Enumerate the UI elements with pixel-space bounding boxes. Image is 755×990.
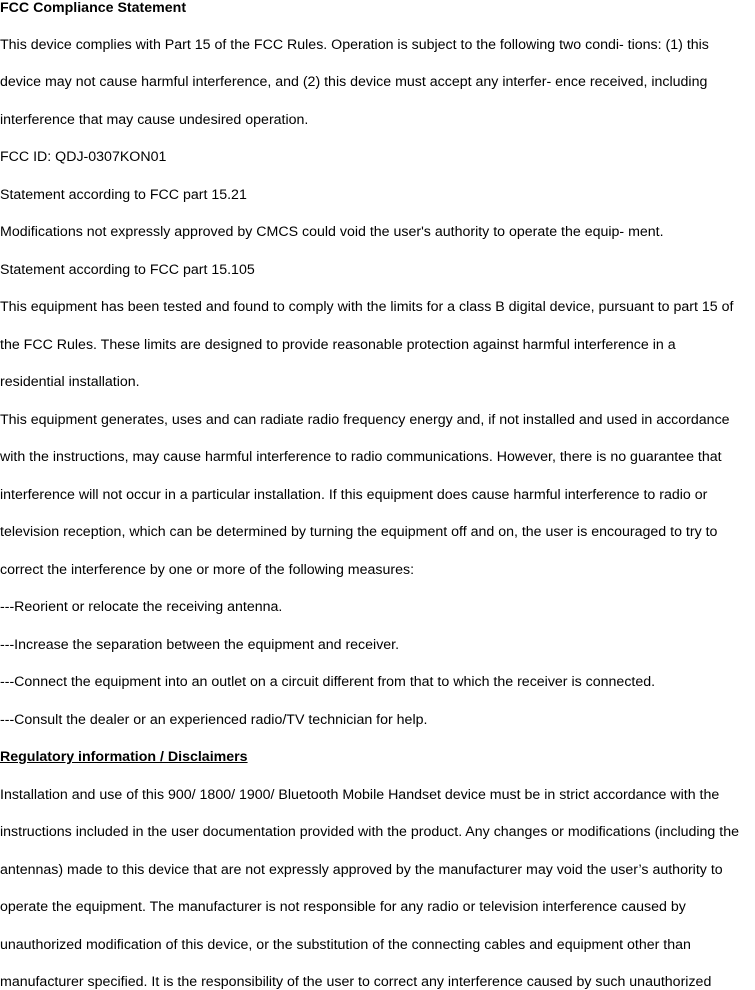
text-line: correct the interference by one or more of the following measures:: [0, 562, 415, 578]
text-line: device may not cause harmful interference, and (2) this device must accept any interfer- ence received, including: [0, 74, 708, 90]
text-line: the FCC Rules. These limits are designed to provide reasonable protection against harmful interference in a: [0, 337, 676, 353]
text-line: interference that may cause undesired operation.: [0, 112, 309, 128]
text-line: This equipment generates, uses and can radiate radio frequency energy and, if not installed and used in accordance: [0, 412, 730, 428]
text-line: television reception, which can be determined by turning the equipment off and on, the user is encouraged to try to: [0, 524, 718, 540]
text-line: with the instructions, may cause harmful interference to radio communications. However, there is no guarantee that: [0, 449, 722, 465]
regulatory-heading: Regulatory information / Disclaimers: [0, 749, 248, 765]
fcc-id-line: FCC ID: QDJ-0307KON01: [0, 149, 167, 165]
document-title: FCC Compliance Statement: [0, 0, 187, 16]
measure-item: ---Reorient or relocate the receiving antenna.: [0, 599, 283, 615]
text-line: unauthorized modification of this device, or the substitution of the connecting cables and equipment other than: [0, 937, 691, 953]
text-line: Statement according to FCC part 15.105: [0, 262, 255, 278]
text-line: This device complies with Part 15 of the FCC Rules. Operation is subject to the following two condi- tions: (1) this: [0, 37, 709, 53]
text-line: instructions included in the user documentation provided with the product. Any changes or modifications (including the: [0, 824, 739, 840]
text-line: interference will not occur in a particular installation. If this equipment does cause harmful interference to radio or: [0, 487, 708, 503]
text-line: Installation and use of this 900/ 1800/ 1900/ Bluetooth Mobile Handset device must be in strict accordance with the: [0, 787, 720, 803]
text-line: Modifications not expressly approved by CMCS could void the user's authority to operate the equip- ment.: [0, 224, 664, 240]
text-line: residential installation.: [0, 374, 140, 390]
text-line: manufacturer specified. It is the responsibility of the user to correct any interference caused by such unauthorized: [0, 974, 712, 990]
text-line: antennas) made to this device that are not expressly approved by the manufacturer may void the user’s authority to: [0, 862, 723, 878]
text-line: operate the equipment. The manufacturer is not responsible for any radio or television interference caused by: [0, 899, 686, 915]
text-line: Statement according to FCC part 15.21: [0, 187, 247, 203]
measure-item: ---Increase the separation between the equipment and receiver.: [0, 637, 400, 653]
measure-item: ---Consult the dealer or an experienced radio/TV technician for help.: [0, 712, 428, 728]
text-line: This equipment has been tested and found to comply with the limits for a class B digital device, pursuant to part 15 of: [0, 299, 734, 315]
measure-item: ---Connect the equipment into an outlet on a circuit different from that to which the receiver is connected.: [0, 674, 656, 690]
